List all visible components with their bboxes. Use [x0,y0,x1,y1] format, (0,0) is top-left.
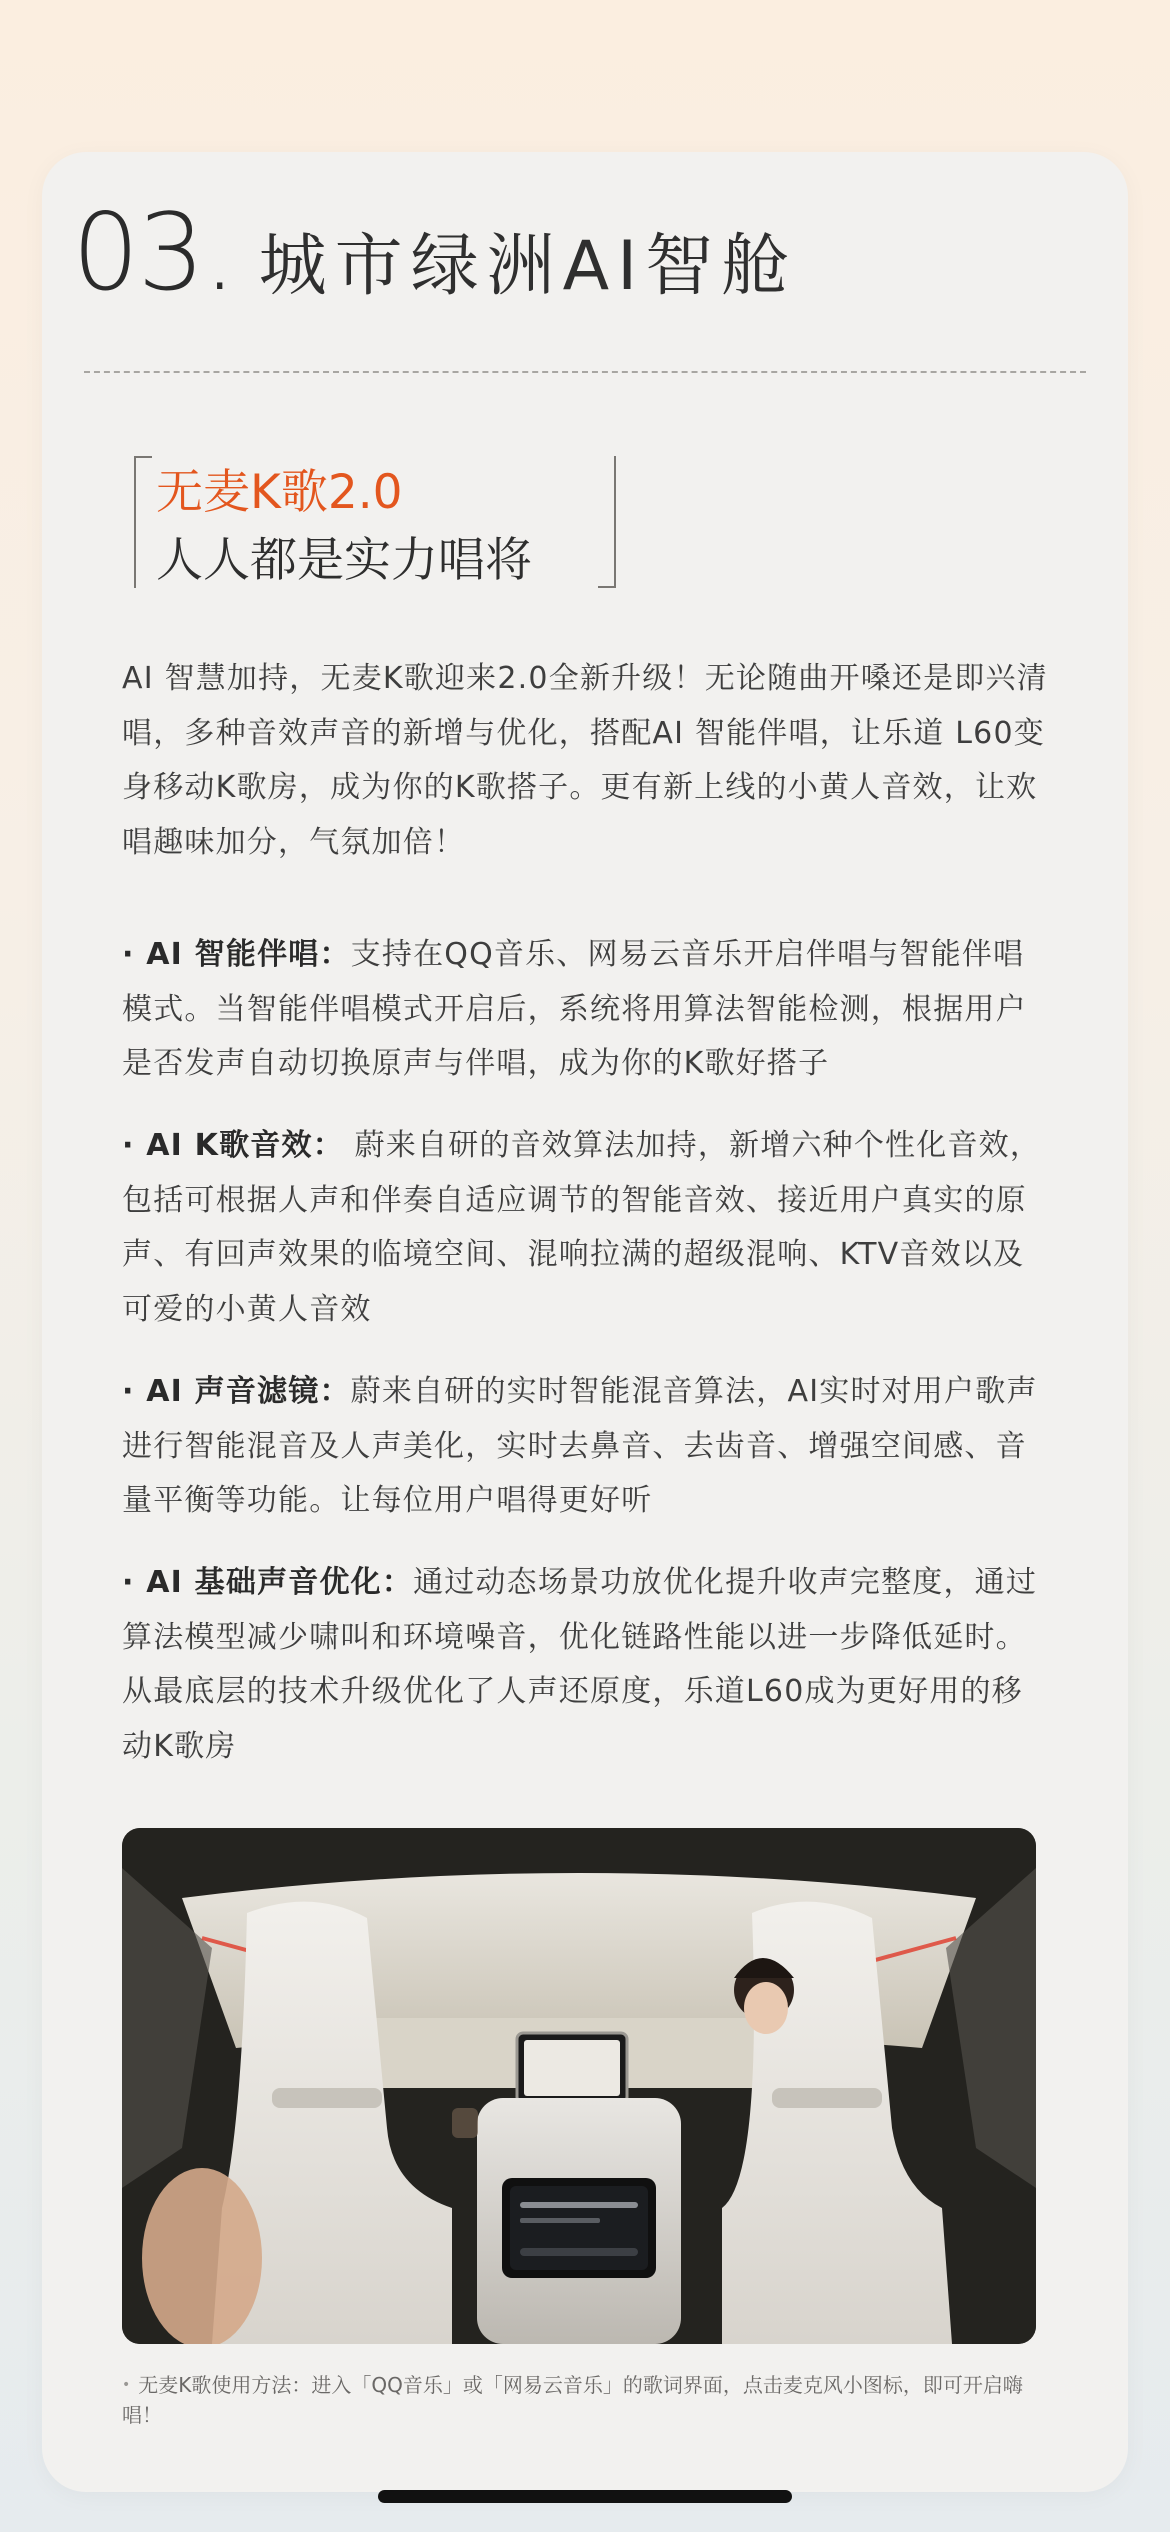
car-interior-illustration [122,1828,1036,2344]
bullet-lead: · AI 智能伴唱： [122,937,351,972]
section-title: 城市绿洲AI智舱 [258,227,798,306]
feature-subtitle-highlight: 无麦K歌2.0 [156,465,403,520]
bullet-basic-optimization [122,1556,1052,1774]
usage-footnote [122,2370,1062,2430]
bullet-text: 通过动态场景功放优化提升收声完整度，通过算法模型减少啸叫和环境噪音，优化链路性能以进一步降低延时。从最底层的技术升级优化了人声还原度，乐道L60成为更好用的移动K歌房 [122,1565,1038,1764]
dashed-divider [84,371,1086,373]
bullet-text: 蔚来自研的实时智能混音算法，AI实时对用户歌声进行智能混音及人声美化，实时去鼻音、去齿音、增强空间感、音量平衡等功能。让每位用户唱得更好听 [122,1374,1038,1518]
section-number: 03. [72,191,235,314]
car-interior-photo [122,1828,1036,2344]
bullet-smart-accompaniment [122,928,1052,1092]
bullet-sound-effects [122,1119,1052,1337]
footnote-marker-icon: • [122,2377,131,2393]
bullet-text: 蔚来自研的音效算法加持，新增六种个性化音效，包括可根据人声和伴奏自适应调节的智能音效、接近用户真实的原声、有回声效果的临境空间、混响拉满的超级混响、KTV音效以及可爱的小黄人音效 [122,1128,1042,1327]
bullet-text: 支持在QQ音乐、网易云音乐开启伴唱与智能伴唱模式。当智能伴唱模式开启后，系统将用算法智能检测，根据用户是否发声自动切换原声与伴唱，成为你的K歌好搭子 [122,937,1027,1081]
footnote-text: 无麦K歌使用方法：进入「QQ音乐」或「网易云音乐」的歌词界面，点击麦克风小图标，即可开启嗨唱！ [122,2373,1023,2427]
home-indicator[interactable] [378,2490,792,2503]
bullet-lead: · AI 基础声音优化： [122,1565,414,1600]
bullet-lead: · AI K歌音效： [122,1128,344,1163]
bullet-lead: · AI 声音滤镜： [122,1374,351,1409]
section-header [72,191,798,314]
intro-paragraph: AI 智慧加持，无麦K歌迎来2.0全新升级！无论随曲开嗓还是即兴清唱，多种音效声音的新增与优化，搭配AI 智能伴唱，让乐道 L60变身移动K歌房，成为你的K歌搭子。更有新上线的小黄人音效，让欢唱趣味加分，气氛加倍！ [122,661,1048,860]
bullet-voice-filter [122,1365,1052,1529]
feature-subtitle-main: 人人都是实力唱将 [156,533,532,588]
